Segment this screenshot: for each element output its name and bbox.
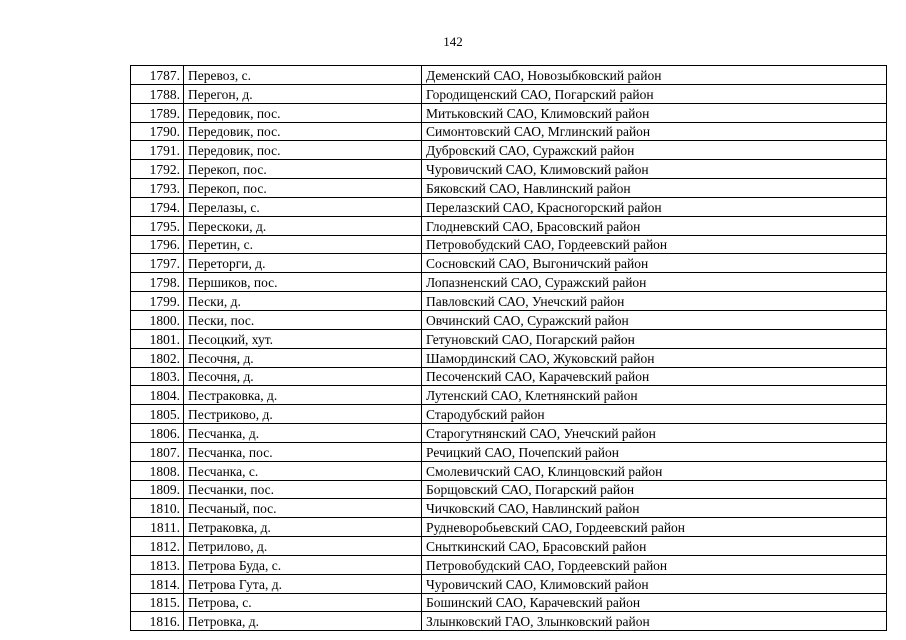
- table-row: [131, 518, 887, 537]
- row-number: 1801.: [131, 329, 184, 348]
- row-number: 1813.: [131, 555, 184, 574]
- district-name: Старогутнянский САО, Унечский район: [422, 424, 887, 443]
- table-row: [131, 292, 887, 311]
- district-name: Митьковский САО, Климовский район: [422, 103, 887, 122]
- row-number: 1807.: [131, 442, 184, 461]
- row-number: 1796.: [131, 235, 184, 254]
- district-name: Петровобудский САО, Гордеевский район: [422, 235, 887, 254]
- row-number: 1816.: [131, 612, 184, 631]
- table-row: [131, 386, 887, 405]
- table-row: [131, 66, 887, 85]
- district-name: Песоченский САО, Карачевский район: [422, 367, 887, 386]
- table-row: [131, 103, 887, 122]
- district-name: Павловский САО, Унечский район: [422, 292, 887, 311]
- row-number: 1789.: [131, 103, 184, 122]
- table-row: [131, 235, 887, 254]
- row-number: 1802.: [131, 348, 184, 367]
- district-name: Бошинский САО, Карачевский район: [422, 593, 887, 612]
- settlement-name: Перекоп, пос.: [184, 160, 422, 179]
- settlement-name: Пестраковка, д.: [184, 386, 422, 405]
- district-name: Бяковский САО, Навлинский район: [422, 179, 887, 198]
- settlement-name: Песчанка, пос.: [184, 442, 422, 461]
- row-number: 1815.: [131, 593, 184, 612]
- district-name: Смолевичский САО, Клинцовский район: [422, 461, 887, 480]
- settlement-name: Першиков, пос.: [184, 273, 422, 292]
- row-number: 1795.: [131, 216, 184, 235]
- settlement-name: Песоцкий, хут.: [184, 329, 422, 348]
- settlement-name: Петраковка, д.: [184, 518, 422, 537]
- settlement-name: Песчанка, д.: [184, 424, 422, 443]
- table-row: [131, 537, 887, 556]
- settlement-name: Перетин, с.: [184, 235, 422, 254]
- table-row: [131, 593, 887, 612]
- settlement-name: Песочня, д.: [184, 348, 422, 367]
- settlement-name: Песчанки, пос.: [184, 480, 422, 499]
- district-name: Глодневский САО, Брасовский район: [422, 216, 887, 235]
- table-row: [131, 84, 887, 103]
- row-number: 1803.: [131, 367, 184, 386]
- row-number: 1805.: [131, 405, 184, 424]
- district-name: Симонтовский САО, Мглинский район: [422, 122, 887, 141]
- district-name: Рудневоробьевский САО, Гордеевский район: [422, 518, 887, 537]
- settlement-name: Петрова Буда, с.: [184, 555, 422, 574]
- table-row: [131, 424, 887, 443]
- table-row: [131, 574, 887, 593]
- district-name: Злынковский ГАО, Злынковский район: [422, 612, 887, 631]
- table-row: [131, 122, 887, 141]
- row-number: 1790.: [131, 122, 184, 141]
- settlement-name: Передовик, пос.: [184, 122, 422, 141]
- row-number: 1812.: [131, 537, 184, 556]
- row-number: 1788.: [131, 84, 184, 103]
- district-name: Шамординский САО, Жуковский район: [422, 348, 887, 367]
- district-name: Городищенский САО, Погарский район: [422, 84, 887, 103]
- row-number: 1800.: [131, 310, 184, 329]
- settlement-name: Передовик, пос.: [184, 141, 422, 160]
- settlement-name: Перелазы, с.: [184, 197, 422, 216]
- table-row: [131, 179, 887, 198]
- district-name: Лопазненский САО, Суражский район: [422, 273, 887, 292]
- table-row: [131, 405, 887, 424]
- row-number: 1787.: [131, 66, 184, 85]
- row-number: 1804.: [131, 386, 184, 405]
- settlement-name: Перевоз, с.: [184, 66, 422, 85]
- table-row: [131, 442, 887, 461]
- table-row: [131, 254, 887, 273]
- table-row: [131, 197, 887, 216]
- table-row: [131, 461, 887, 480]
- table-row: [131, 555, 887, 574]
- table-row: [131, 141, 887, 160]
- district-name: Чуровичский САО, Климовский район: [422, 574, 887, 593]
- district-name: Петровобудский САО, Гордеевский район: [422, 555, 887, 574]
- table-row: [131, 480, 887, 499]
- row-number: 1792.: [131, 160, 184, 179]
- settlement-name: Петрова, с.: [184, 593, 422, 612]
- district-name: Дубровский САО, Суражский район: [422, 141, 887, 160]
- row-number: 1793.: [131, 179, 184, 198]
- settlement-name: Песчаный, пос.: [184, 499, 422, 518]
- settlement-name: Песочня, д.: [184, 367, 422, 386]
- row-number: 1798.: [131, 273, 184, 292]
- row-number: 1791.: [131, 141, 184, 160]
- settlement-name: Петровка, д.: [184, 612, 422, 631]
- settlement-name: Петрова Гута, д.: [184, 574, 422, 593]
- settlement-name: Пески, д.: [184, 292, 422, 311]
- settlements-table-body: [131, 66, 887, 631]
- district-name: Стародубский район: [422, 405, 887, 424]
- district-name: Борщовский САО, Погарский район: [422, 480, 887, 499]
- district-name: Гетуновский САО, Погарский район: [422, 329, 887, 348]
- district-name: Сосновский САО, Выгоничский район: [422, 254, 887, 273]
- settlement-name: Петрилово, д.: [184, 537, 422, 556]
- settlement-name: Пестриково, д.: [184, 405, 422, 424]
- district-name: Речицкий САО, Почепский район: [422, 442, 887, 461]
- settlement-name: Перескоки, д.: [184, 216, 422, 235]
- row-number: 1809.: [131, 480, 184, 499]
- table-row: [131, 273, 887, 292]
- table-row: [131, 329, 887, 348]
- settlement-name: Пески, пос.: [184, 310, 422, 329]
- table-row: [131, 216, 887, 235]
- table-row: [131, 310, 887, 329]
- table-row: [131, 160, 887, 179]
- settlement-name: Переторги, д.: [184, 254, 422, 273]
- row-number: 1810.: [131, 499, 184, 518]
- row-number: 1799.: [131, 292, 184, 311]
- row-number: 1811.: [131, 518, 184, 537]
- district-name: Деменский САО, Новозыбковский район: [422, 66, 887, 85]
- district-name: Овчинский САО, Суражский район: [422, 310, 887, 329]
- district-name: Перелазский САО, Красногорский район: [422, 197, 887, 216]
- settlement-name: Перегон, д.: [184, 84, 422, 103]
- table-row: [131, 348, 887, 367]
- district-name: Лутенский САО, Клетнянский район: [422, 386, 887, 405]
- district-name: Чуровичский САО, Климовский район: [422, 160, 887, 179]
- row-number: 1806.: [131, 424, 184, 443]
- table-row: [131, 612, 887, 631]
- district-name: Сныткинский САО, Брасовский район: [422, 537, 887, 556]
- row-number: 1808.: [131, 461, 184, 480]
- page-number: 142: [443, 34, 463, 49]
- row-number: 1797.: [131, 254, 184, 273]
- settlement-name: Перекоп, пос.: [184, 179, 422, 198]
- settlements-table: [130, 65, 887, 631]
- settlement-name: Песчанка, с.: [184, 461, 422, 480]
- row-number: 1814.: [131, 574, 184, 593]
- settlement-name: Передовик, пос.: [184, 103, 422, 122]
- table-row: [131, 367, 887, 386]
- row-number: 1794.: [131, 197, 184, 216]
- district-name: Чичковский САО, Навлинский район: [422, 499, 887, 518]
- table-row: [131, 499, 887, 518]
